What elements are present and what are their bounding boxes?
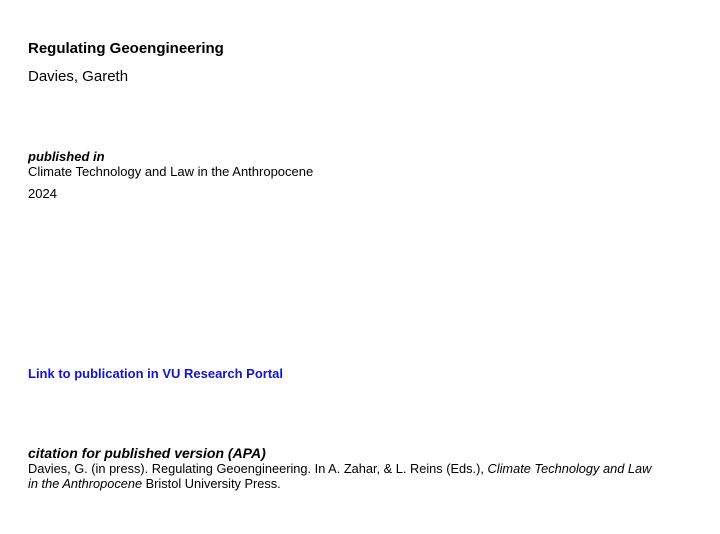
citation-section bbox=[28, 446, 720, 491]
citation-apa-line2-regular: Bristol University Press. bbox=[142, 476, 281, 491]
published-in-label: published in bbox=[28, 149, 105, 164]
citation-heading: citation for published version (APA) bbox=[28, 445, 266, 461]
citation-apa-line1-italic: Climate Technology and Law bbox=[487, 461, 652, 476]
publication-authors: Davies, Gareth bbox=[28, 68, 129, 85]
citation-apa bbox=[28, 461, 720, 491]
publication-year: 2024 bbox=[28, 186, 57, 201]
publication-title: Regulating Geoengineering bbox=[28, 40, 224, 57]
citation-apa-line1-regular: Davies, G. (in press). Regulating Geoengineering. In A. Zahar, & L. Reins (Eds.), bbox=[28, 461, 488, 476]
citation-apa-line2-italic: in the Anthropocene bbox=[28, 476, 143, 491]
vu-research-portal-link[interactable]: Link to publication in VU Research Portal bbox=[28, 366, 283, 381]
published-in-section bbox=[28, 150, 313, 201]
journal-title: Climate Technology and Law in the Anthropocene bbox=[28, 164, 314, 179]
